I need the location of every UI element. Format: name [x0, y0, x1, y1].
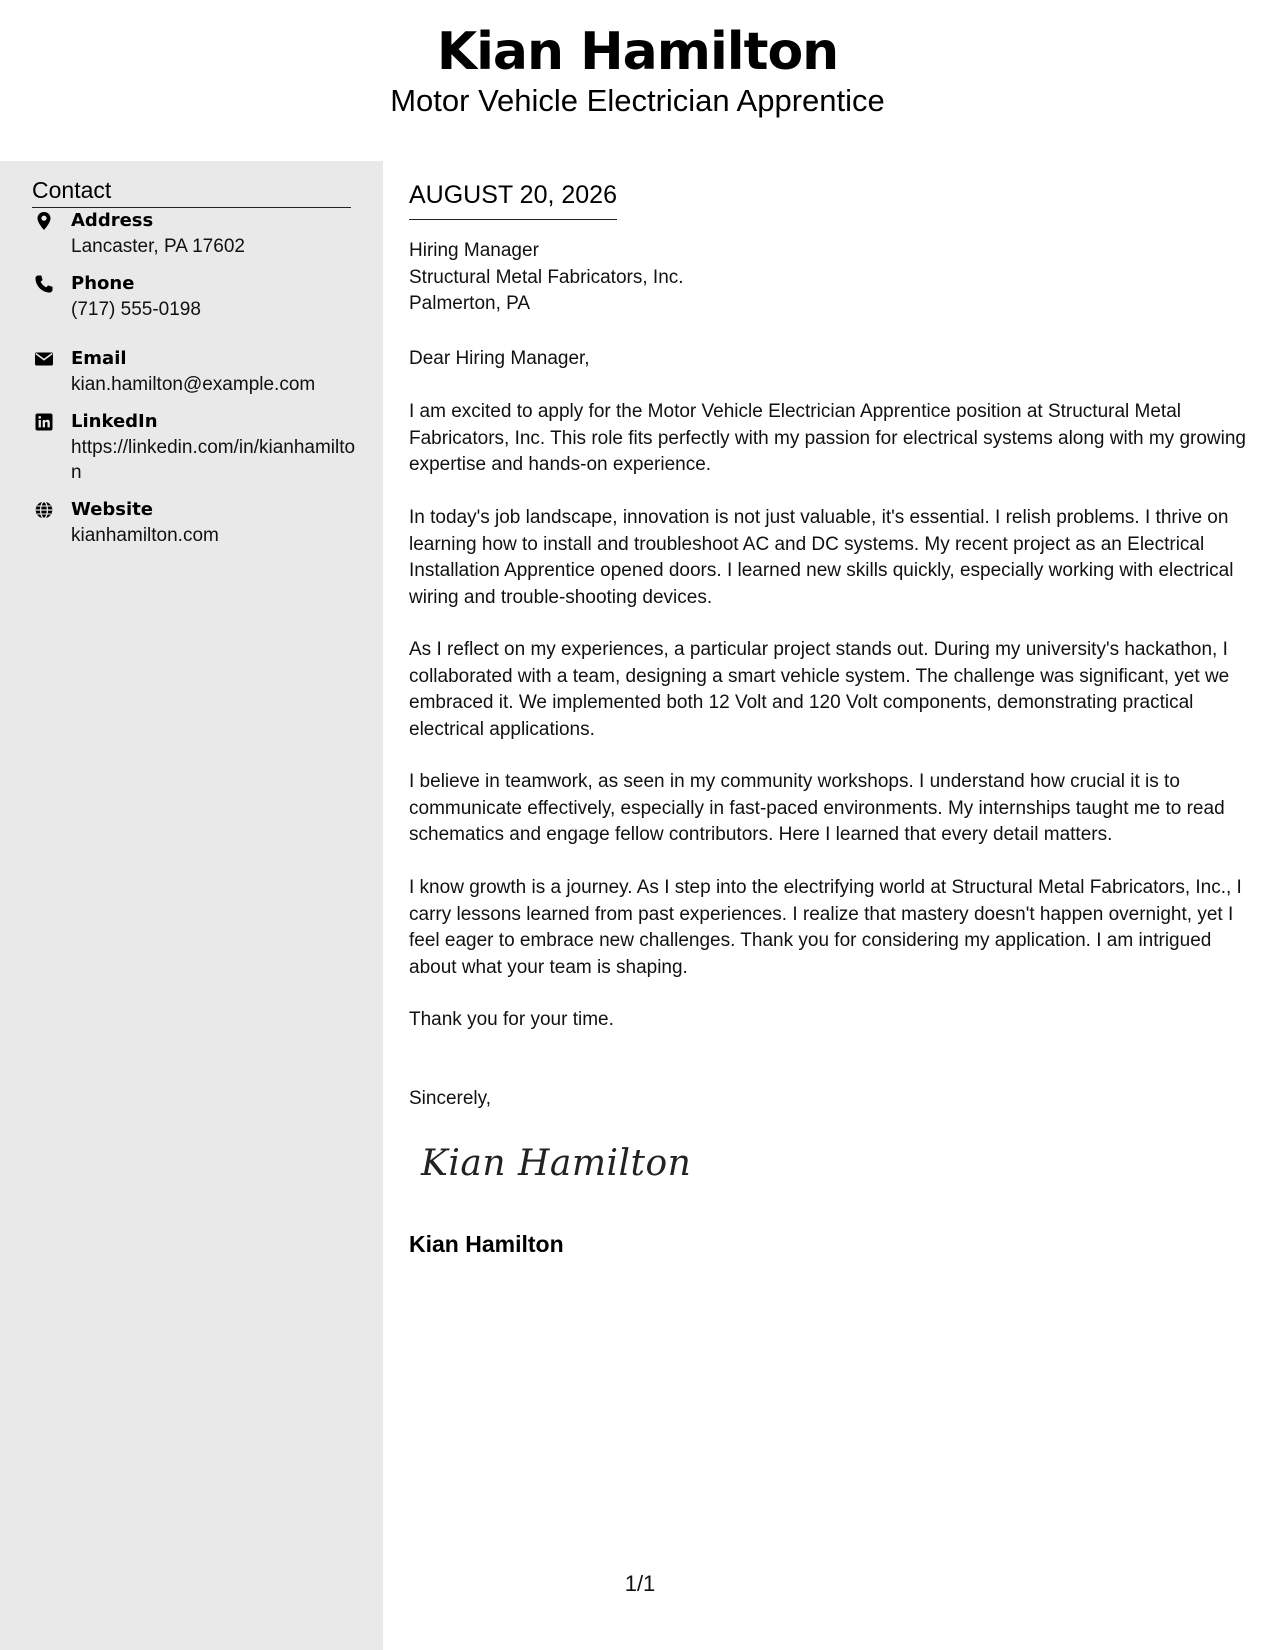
phone-label: Phone [71, 273, 135, 294]
letter-paragraph: As I reflect on my experiences, a particular project stands out. During my university's hackathon, I collaborated with a team, designing a smart vehicle system. The challenge was significant, yet we embraced it. We implemented both 12 Volt and 120 Volt components, demonstrating practical electrical applications. [409, 639, 1230, 740]
letter-paragraph: In today's job landscape, innovation is not just valuable, it's essential. I relish problems. I thrive on learning how to install and troubleshoot AC and DC systems. My recent project as an Electrical Installation Apprentice opened doors. I learned new skills quickly, especially working with electrical wiring and trouble-shooting devices. [409, 507, 1234, 608]
page-number: 1/1 [624, 1571, 656, 1596]
map-pin-icon [34, 211, 54, 231]
recipient-block [409, 238, 684, 318]
letter-paragraph: I know growth is a journey. As I step into the electrifying world at Structural Metal Fabricators, Inc., I carry lessons learned from past experiences. I realize that mastery doesn't happen overnight, yet I feel eager to embrace new challenges. Thank you for considering my application. I am intrigued about what your team is shaping. [409, 877, 1242, 978]
linkedin-value[interactable]: https://linkedin.com/in/kianhamilton [71, 437, 356, 483]
phone-icon [34, 274, 54, 294]
signature: Kian Hamilton [421, 1143, 692, 1184]
contact-heading: Contact [32, 175, 351, 208]
letter-paragraph: I am excited to apply for the Motor Vehicle Electrician Apprentice position at Structural Metal Fabricators, Inc. This role fits perfectly with my passion for electrical systems along with my growing expertise and hands-on experience. [409, 401, 1246, 475]
header [0, 0, 1275, 161]
letter-date: AUGUST 20, 2026 [409, 179, 617, 220]
linkedin-label: LinkedIn [71, 411, 158, 432]
website-label: Website [71, 499, 154, 520]
email-value[interactable]: kian.hamilton@example.com [71, 374, 316, 395]
signer-name: Kian Hamilton [409, 1231, 564, 1257]
globe-icon [34, 500, 54, 520]
recipient-location: Palmerton, PA [409, 293, 531, 314]
letter-paragraph: I believe in teamwork, as seen in my community workshops. I understand how crucial it is to communicate effectively, especially in fast-paced environments. My internships taught me to read schematics and engage fellow contributors. Here I learned that every detail matters. [409, 771, 1225, 845]
email-label: Email [71, 348, 127, 369]
applicant-name: Kian Hamilton [436, 22, 839, 82]
phone-value: (717) 555-0198 [71, 299, 201, 320]
salutation: Dear Hiring Manager, [409, 348, 590, 369]
linkedin-icon [34, 412, 54, 432]
envelope-icon [34, 349, 54, 369]
contact-sidebar [0, 161, 383, 1650]
job-title: Motor Vehicle Electrician Apprentice [390, 83, 885, 118]
recipient-company: Structural Metal Fabricators, Inc. [409, 266, 684, 288]
website-value[interactable]: kianhamilton.com [71, 525, 219, 546]
recipient-name: Hiring Manager [409, 240, 539, 261]
address-value: Lancaster, PA 17602 [71, 236, 245, 257]
letter-paragraph: Thank you for your time. [409, 1009, 614, 1030]
address-label: Address [71, 210, 154, 231]
closing: Sincerely, [409, 1088, 492, 1109]
